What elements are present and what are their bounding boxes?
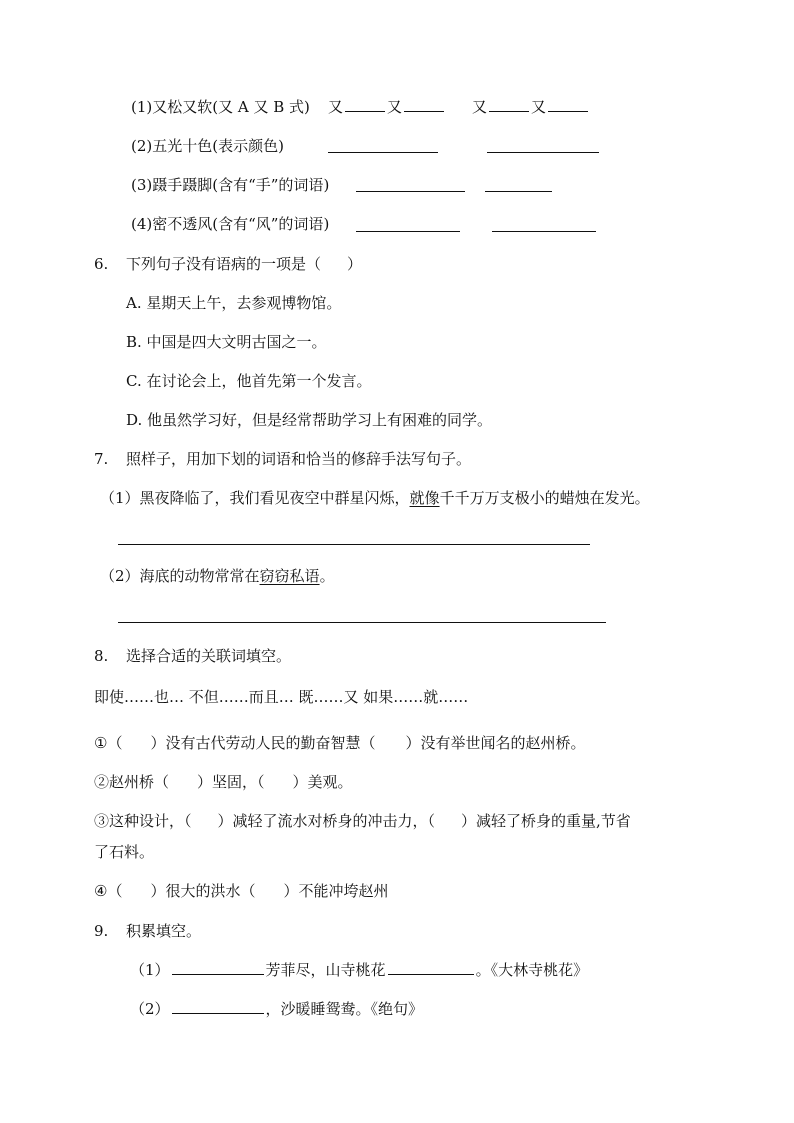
q5-item-3-prompt: (3)蹑手蹑脚(含有“手”的词语)	[131, 176, 330, 194]
q5-item-1-answers-b	[472, 97, 590, 117]
q9-l1-b: 芳菲尽，山寺桃花	[265, 961, 386, 979]
q5-item-2-prompt: (2)五光十色(表示颜色)	[131, 137, 284, 155]
q5-item-1-word: 又	[531, 98, 547, 116]
q8-i4-c: ）不能冲垮赵州	[283, 882, 389, 900]
q7-s2-pre: （2）海底的动物常常在	[100, 567, 260, 585]
q6-option-c: C. 在讨论会上，他首先第一个发言。	[126, 372, 372, 390]
q5-item-4-blank-2[interactable]	[492, 231, 596, 232]
q6-stem-text: 下列句子没有语病的一项是（	[126, 255, 322, 273]
q9-number: 9.	[94, 922, 109, 940]
q5-item-2-blank-2[interactable]	[487, 152, 599, 153]
q9-l2-a: （2）	[130, 1000, 170, 1018]
q5-item-1-blank-2[interactable]	[404, 97, 444, 112]
q8-number: 8.	[94, 647, 109, 665]
q8-i4-a: ④（	[94, 882, 123, 900]
q9-stem: 积累填空。	[126, 922, 202, 940]
q5-item-2-blank-1[interactable]	[328, 152, 438, 153]
q7-stem: 照样子，用加下划的词语和恰当的修辞手法写句子。	[126, 450, 472, 468]
q8-i2-b: ）坚固，（	[197, 773, 265, 791]
q7-sentence-1	[100, 488, 650, 508]
q5-item-1	[131, 97, 310, 117]
q5-item-1-prompt: (1)又松又软(又 A 又 B 式)	[131, 98, 310, 116]
q7-sentence-2	[100, 566, 335, 586]
q8-item-2	[94, 772, 353, 792]
q8-i3-b: ）减轻了流水对桥身的冲击力，（	[217, 812, 436, 830]
q9-l1-blank-2[interactable]	[388, 960, 474, 975]
q6-option-b: B. 中国是四大文明古国之一。	[126, 333, 327, 351]
q6-stem-close: ）	[347, 255, 363, 273]
q8-stem: 选择合适的关联词填空。	[126, 647, 292, 665]
q5-item-4-prompt: (4)密不透风(含有“风”的词语)	[131, 215, 330, 233]
q8-item-1	[94, 733, 585, 753]
q5-item-1-word: 又	[387, 98, 403, 116]
q5-item-1-blank-3[interactable]	[489, 97, 529, 112]
q6-stem	[126, 254, 362, 274]
q6-option-a: A. 星期天上午，去参观博物馆。	[126, 294, 342, 312]
q8-i1-b: ）没有古代劳动人民的勤奋智慧（	[150, 734, 376, 752]
q5-item-4-blank-1[interactable]	[356, 231, 460, 232]
q7-s2-post: 。	[319, 567, 335, 585]
q5-item-2	[131, 136, 284, 156]
q7-s2-underlined: 窃窃私语	[259, 567, 320, 585]
q7-s1-pre: （1）黑夜降临了，我们看见夜空中群星闪烁，	[100, 489, 410, 507]
q9-l1-c: 。《大林寺桃花》	[475, 961, 589, 979]
q5-item-3	[131, 175, 329, 195]
q9-l2-b: ，沙暖睡鸳鸯。《绝句》	[265, 1000, 424, 1018]
q5-item-1-word: 又	[328, 98, 344, 116]
q5-item-1-word: 又	[472, 98, 488, 116]
q7-s1-post: 千千万万支极小的蜡烛在发光。	[439, 489, 650, 507]
q8-i3-a: ③这种设计，（	[94, 812, 192, 830]
q7-answer-line-2[interactable]	[118, 622, 606, 623]
q6-option-d: D. 他虽然学习好，但是经常帮助学习上有困难的同学。	[126, 411, 493, 429]
q5-item-1-blank-1[interactable]	[345, 97, 385, 112]
q9-line-2	[130, 999, 423, 1019]
q8-i2-a: ②赵州桥（	[94, 773, 170, 791]
q8-i4-b: ）很大的洪水（	[150, 882, 256, 900]
q5-item-3-blank-2[interactable]	[485, 191, 552, 192]
q9-l2-blank-1[interactable]	[172, 999, 264, 1014]
q8-word-bank: 即使……也… 不但……而且… 既……又 如果……就……	[94, 688, 469, 706]
q7-number: 7.	[94, 450, 109, 468]
q5-item-4	[131, 214, 329, 234]
q9-l1-blank-1[interactable]	[172, 960, 264, 975]
q8-i3-c: ）减轻了桥身的重量,节省	[461, 812, 631, 830]
q8-item-4	[94, 881, 388, 901]
q8-item-3	[94, 811, 631, 831]
q8-item-3-cont: 了石料。	[94, 843, 155, 861]
q7-answer-line-1[interactable]	[118, 544, 590, 545]
q9-line-1	[130, 960, 588, 980]
q5-item-3-blank-1[interactable]	[356, 191, 465, 192]
q8-i1-c: ）没有举世闻名的赵州桥。	[405, 734, 586, 752]
q5-item-1-answers	[328, 97, 446, 117]
q6-number: 6.	[94, 255, 109, 273]
q8-i2-c: ）美观。	[292, 773, 353, 791]
q9-l1-a: （1）	[130, 961, 170, 979]
q5-item-1-blank-4[interactable]	[548, 97, 588, 112]
q7-s1-underlined: 就像	[409, 489, 440, 507]
q8-i1-a: ①（	[94, 734, 123, 752]
